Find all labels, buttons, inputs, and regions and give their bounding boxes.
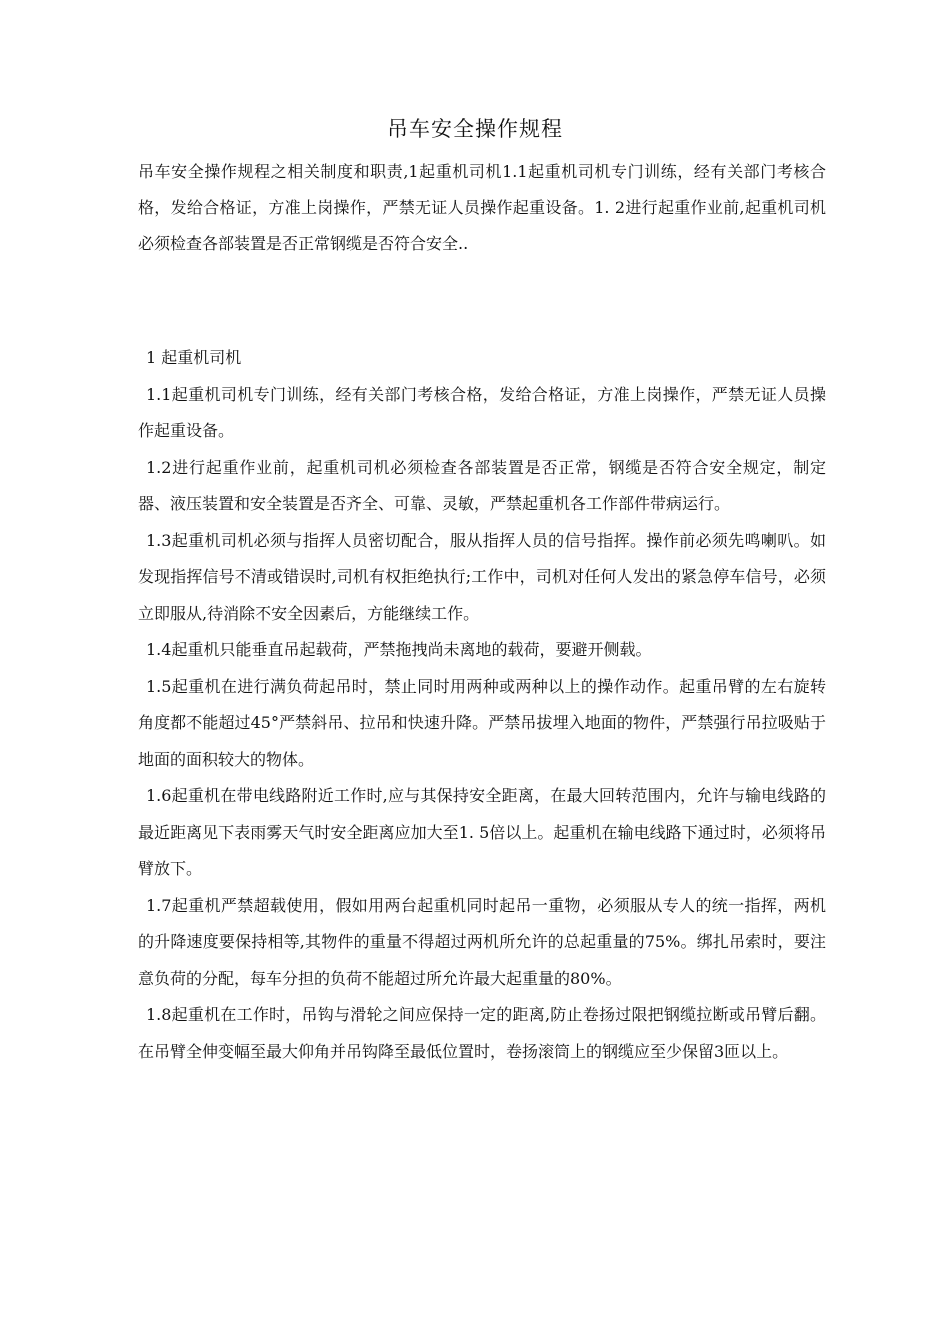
clause-1-4: 1.4起重机只能垂直吊起载荷，严禁拖拽尚未离地的载荷，要避开侧载。 xyxy=(146,640,652,659)
document-body xyxy=(138,340,826,1070)
clause-1-2: 1.2进行起重作业前，起重机司机必须检查各部装置是否正常，钢缆是否符合安全规定，制定器、液压装置和安全装置是否齐全、可靠、灵敏，严禁起重机各工作部件带病运行。 xyxy=(138,457,826,513)
intro-paragraph: 吊车安全操作规程之相关制度和职责,1起重机司机1.1起重机司机专门训练，经有关部门考核合格，发给合格证，方准上岗操作，严禁无证人员操作起重设备。1. 2进行起重作业前,起重机司机必须检查各部装置是否正常钢缆是否符合安全.. xyxy=(138,162,826,253)
clause-1-7: 1.7起重机严禁超载使用，假如用两台起重机同时起吊一重物，必须服从专人的统一指挥，两机的升降速度要保持相等,其物件的重量不得超过两机所允许的总起重量的75%。绑扎吊索时，要注意负荷的分配，每车分担的负荷不能超过所允许最大起重量的80%。 xyxy=(138,895,826,988)
clause-1-6: 1.6起重机在带电线路附近工作时,应与其保持安全距离，在最大回转范围内，允许与输电线路的最近距离见下表雨雾天气时安全距离应加大至1. 5倍以上。起重机在输电线路下通过时，必须将吊臂放下。 xyxy=(138,786,826,878)
clause-1-5: 1.5起重机在进行满负荷起吊时，禁止同时用两种或两种以上的操作动作。起重吊臂的左右旋转角度都不能超过45°严禁斜吊、拉吊和快速升降。严禁吊拔埋入地面的物件，严禁强行吊拉吸贴于地面的面积较大的物体。 xyxy=(138,676,826,769)
section-heading: 1 起重机司机 xyxy=(146,348,242,367)
document-title: 吊车安全操作规程 xyxy=(387,117,563,141)
clause-1-3: 1.3起重机司机必须与指挥人员密切配合，服从指挥人员的信号指挥。操作前必须先鸣喇叭。如发现指挥信号不清或错误时,司机有权拒绝执行;工作中，司机对任何人发出的紧急停车信号，必须立即服从,待消除不安全因素后，方能继续工作。 xyxy=(138,530,826,623)
clause-1-8: 1.8起重机在工作时，吊钩与滑轮之间应保持一定的距离,防止卷扬过限把钢缆拉断或吊臂后翻。在吊臂全伸变幅至最大仰角并吊钩降至最低位置时，卷扬滚筒上的钢缆应至少保留3匝以上。 xyxy=(138,1005,826,1061)
clause-1-1: 1.1起重机司机专门训练，经有关部门考核合格，发给合格证，方准上岗操作，严禁无证人员操作起重设备。 xyxy=(138,384,826,440)
